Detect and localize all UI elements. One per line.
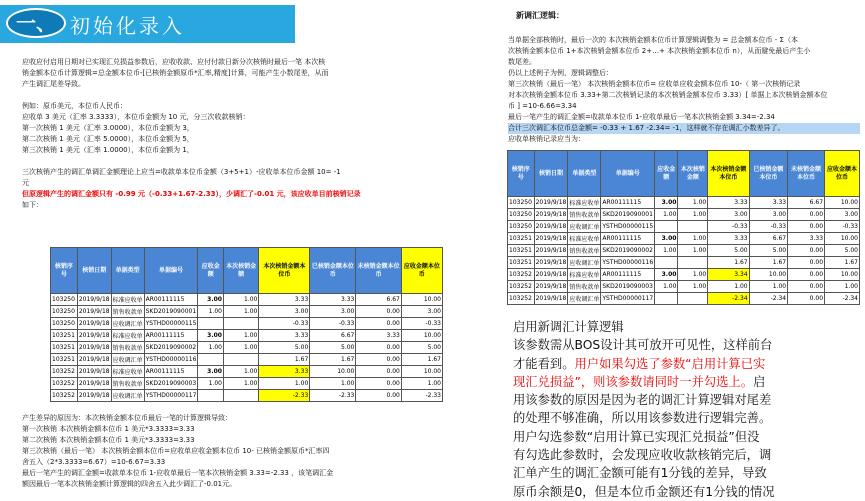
text-line: 对本次核销金额本位币 3.33+第二次核销记录的本次核销金额本位币 3.33）[ 单据上本次核销金额本位 [508, 91, 828, 99]
text-line: 额因最后一笔本次核销金额计算逻辑的四舍五入此少调汇了-0.01元。 [22, 480, 237, 488]
table-row [508, 269, 860, 281]
right-document [508, 6, 860, 145]
section-title: 初始化录入 [70, 14, 185, 38]
note-title: 启用新调汇计算逻辑 [513, 320, 624, 334]
table-cell: YSTHD00000115 [601, 221, 655, 233]
text-line: 次核销金额本位币 1+本次核销金额本位币 2+…+ 本次核销金额本位币 n），从而避免最后产生小 [508, 47, 811, 55]
text-line: 第二次核销 本次核销金额本位币 1 美元*3.3333=3.33 [22, 436, 195, 444]
table-cell: 1.67 [401, 354, 442, 366]
table-cell: YSTHD00000117 [601, 293, 655, 305]
table-cell: -2.34 [825, 293, 860, 305]
table-cell: 103250 [508, 209, 535, 221]
table-cell: 5.00 [825, 245, 860, 257]
new-logic-title: 新调汇逻辑： [516, 11, 564, 20]
table-cell: 3.33 [788, 233, 825, 245]
table-cell: 2019/9/18 [534, 281, 568, 293]
table-cell: 10.00 [749, 269, 787, 281]
table-cell: 销售收款单 [568, 245, 601, 257]
table-cell: 3.33 [749, 197, 787, 209]
text-line: 第二次核销 1 美元（汇率 5.0000），本位币金额为 5， [22, 135, 194, 143]
table-cell: 3.33 [356, 330, 402, 342]
table-cell: 1.00 [678, 281, 708, 293]
table-header: 本次核销金额本位币 [259, 248, 310, 294]
text-line: 三次核销产生的调汇单调汇金额理论上应当=收款单本位币金额（3+5+1）-应收单本位币金额 10= -1 [22, 168, 341, 176]
table-header: 已核销金额本位币 [310, 248, 356, 294]
table-cell [678, 293, 708, 305]
text-line: 但原逻辑产生的调汇金额只有 -0.99 元（-0.33+1.67-2.33），少调汇了-0.01 元，该应收单目前核销记录 [22, 190, 361, 198]
table-cell: 3.33 [259, 366, 310, 378]
table-cell: -0.33 [401, 318, 442, 330]
table-cell: 0.00 [788, 281, 825, 293]
table-cell: 3.00 [708, 209, 749, 221]
left-explanation [22, 413, 448, 490]
table-cell: 标准应收单 [568, 269, 601, 281]
table-cell: -0.33 [825, 221, 860, 233]
table-row [508, 257, 860, 269]
table-cell: 3.00 [198, 330, 224, 342]
table-cell: AR00111115 [601, 233, 655, 245]
table-cell: 1.00 [655, 245, 678, 257]
table-cell: 应收调汇单 [568, 221, 601, 233]
text-line: 第三次核销（最后一笔） 本次核销金额本位币=应收单应收金额本位币 10- 已核销金额原币*汇率四 [22, 447, 330, 455]
table-cell: 0.00 [356, 306, 402, 318]
table-cell [655, 293, 678, 305]
table-cell: 6.67 [356, 294, 402, 306]
table-cell: 3.00 [655, 233, 678, 245]
table-cell [678, 221, 708, 233]
table-cell: 1.67 [310, 354, 356, 366]
table-cell: 5.00 [708, 245, 749, 257]
table-cell: 2019/9/18 [77, 342, 111, 354]
table-cell: 10.00 [401, 330, 442, 342]
table-cell: 3.00 [655, 269, 678, 281]
table-cell: 0.00 [788, 221, 825, 233]
table-cell: 103251 [508, 257, 535, 269]
table-cell: 0.00 [356, 318, 402, 330]
table-cell: 103251 [51, 342, 78, 354]
table-header: 核销序号 [51, 248, 78, 294]
table-cell: 0.00 [788, 293, 825, 305]
table-cell: 0.00 [788, 269, 825, 281]
new-logic-text [508, 35, 860, 145]
text-line: 数尾差。 [508, 58, 536, 66]
table-cell: AR00111115 [144, 330, 198, 342]
table-row [51, 390, 443, 402]
text-line: 现汇兑损益”，则该参数请同时一并勾选上。启 [513, 374, 766, 389]
table-cell: 2019/9/18 [534, 221, 568, 233]
table-cell: 6.67 [788, 197, 825, 209]
table-cell: 103252 [508, 281, 535, 293]
table-cell: 2019/9/18 [77, 294, 111, 306]
table-header: 未核销金额本位币 [788, 151, 825, 197]
table-cell: 6.67 [749, 233, 787, 245]
table-cell: 10.00 [401, 366, 442, 378]
table-row [51, 342, 443, 354]
new-logic-note [513, 318, 861, 501]
table-cell: 3.00 [198, 366, 224, 378]
table-header: 已核销金额本位币 [749, 151, 787, 197]
table-cell: 1.67 [749, 257, 787, 269]
table-cell: 1.00 [223, 306, 258, 318]
table-cell: -2.33 [401, 390, 442, 402]
table-cell: 1.00 [678, 197, 708, 209]
text-line: 才能看到。用户如果勾选了参数“启用计算已实 [513, 356, 766, 371]
table-cell: 2019/9/18 [77, 306, 111, 318]
table-cell: AR00111115 [601, 197, 655, 209]
table-cell: 10.00 [825, 197, 860, 209]
table-header: 应收金额本位币 [825, 151, 860, 197]
table-cell: 103252 [51, 378, 78, 390]
table-cell: 103250 [508, 197, 535, 209]
table-cell: 1.00 [198, 306, 224, 318]
text-line: 最后一笔产生的调汇金额=收款单本位币 1-应收单最后一笔本次核销金额 3.33=-2.33 ，该笔调汇金 [22, 469, 334, 477]
text-line: 例如：原币美元，本位币人民币： [22, 102, 127, 110]
table-row [51, 294, 443, 306]
table-cell: 销售收款单 [568, 209, 601, 221]
table-cell: 应收调汇单 [568, 257, 601, 269]
table-cell: SKD2019090002 [144, 342, 198, 354]
table-cell: 10.00 [825, 269, 860, 281]
table-cell: 0.00 [356, 390, 402, 402]
table-cell: 2019/9/18 [77, 390, 111, 402]
table-cell: 3.00 [749, 209, 787, 221]
table-cell: -0.33 [708, 221, 749, 233]
table-cell [655, 221, 678, 233]
text-line: 第一次核销 本次核销金额本位币 1 美元*3.3333=3.33 [22, 425, 195, 433]
table-cell [223, 318, 258, 330]
table-cell: 3.00 [198, 294, 224, 306]
table-row [508, 281, 860, 293]
table-cell: 3.33 [259, 294, 310, 306]
table-row [508, 209, 860, 221]
table-cell: 2019/9/18 [534, 257, 568, 269]
table-cell [223, 354, 258, 366]
text-line: 有勾选此参数时，会发现应收收款核销完后，调 [513, 448, 772, 463]
table-cell: 0.00 [356, 366, 402, 378]
table-cell: -0.33 [749, 221, 787, 233]
table-cell: 0.00 [788, 245, 825, 257]
table-row [51, 306, 443, 318]
text-line: 产生差异的原因为：本次核销金额本位币最后一笔的计算逻辑导致： [22, 414, 232, 422]
table-cell: 6.67 [310, 330, 356, 342]
table-cell: -2.33 [259, 390, 310, 402]
table-cell: 5.00 [310, 342, 356, 354]
table-cell: SKD2019090001 [144, 306, 198, 318]
text-line: 如下： [22, 201, 43, 209]
table-cell: 1.00 [259, 378, 310, 390]
table-cell: 3.33 [708, 233, 749, 245]
left-intro [22, 57, 448, 211]
table-cell: 103250 [51, 294, 78, 306]
table-cell: 应收调汇单 [568, 293, 601, 305]
table-cell: 103252 [508, 269, 535, 281]
table-cell: 5.00 [401, 342, 442, 354]
table-cell: 1.00 [655, 209, 678, 221]
table-cell: 1.00 [223, 330, 258, 342]
table-cell: 103250 [51, 306, 78, 318]
table-cell: SKD2019090002 [601, 245, 655, 257]
section-number: 一、 [6, 8, 66, 38]
table-row [51, 354, 443, 366]
table-header: 单据编号 [144, 248, 198, 294]
table-cell: 0.00 [356, 378, 402, 390]
table-header: 本次核销金额 [678, 151, 708, 197]
text-line: 舍五入（2*3.3333=6.67）=10-6.67=3.33 [22, 458, 166, 466]
text-line: 产生调汇尾差导致。 [22, 80, 85, 88]
table-header: 单据类型 [568, 151, 601, 197]
table-cell: 应收调汇单 [111, 318, 144, 330]
table-cell: 标准应收单 [568, 197, 601, 209]
table-cell: 2019/9/18 [77, 330, 111, 342]
table-cell: 3.33 [310, 294, 356, 306]
table-cell: 应收调汇单 [111, 354, 144, 366]
table-cell [655, 257, 678, 269]
table-cell: SKD2019090001 [601, 209, 655, 221]
table-row [51, 366, 443, 378]
text-line: 最后一笔产生的调汇金额=收款单本位币 1-应收单最后一笔本次核销金额 3.34=-2.34 [508, 113, 775, 121]
table-cell: 103252 [51, 366, 78, 378]
table-cell: 2019/9/18 [77, 354, 111, 366]
table-cell: 1.00 [825, 281, 860, 293]
table-cell: 标准应收单 [111, 294, 144, 306]
table-cell: 标准应收单 [568, 233, 601, 245]
table-header: 本次核销金额本位币 [708, 151, 749, 197]
text-line: 第三次核销（最后一笔） 本次核销金额本位币= 应收单应收金额本位币 10-（ 第一次核销记录 [508, 80, 801, 88]
old-write-off-table [50, 247, 443, 402]
text-line: 第三次核销 1 美元（汇率 1.0000），本位币金额为 1， [22, 146, 194, 154]
text-line: 原币余额是0，但是本位币金额还有1分钱的情况 [513, 484, 775, 499]
table-cell: 2019/9/18 [534, 269, 568, 281]
table-cell: 3.00 [401, 306, 442, 318]
table-cell: 103251 [508, 233, 535, 245]
table-cell: 1.00 [310, 378, 356, 390]
table-cell: 103251 [51, 354, 78, 366]
table-cell: 销售收款单 [111, 378, 144, 390]
table-cell: 应收调汇单 [111, 390, 144, 402]
table-cell: 1.00 [223, 378, 258, 390]
table-header: 本次核销金额 [223, 248, 258, 294]
table-cell: YSTHD00000115 [144, 318, 198, 330]
text-line [22, 156, 448, 167]
table-header: 核销日期 [77, 248, 111, 294]
table-header: 应收金额本位币 [401, 248, 442, 294]
text-line: 合计三次调汇本位币总金额= -0.33 + 1.67 -2.34= -1，这样就不存在调汇小数差异了。 [508, 123, 860, 134]
table-cell: -0.33 [259, 318, 310, 330]
table-row [508, 197, 860, 209]
table-cell: 103250 [51, 318, 78, 330]
table-row [508, 221, 860, 233]
table-cell: -0.33 [310, 318, 356, 330]
table-cell: 0.00 [356, 354, 402, 366]
table-cell: 103250 [508, 221, 535, 233]
table-header: 核销序号 [508, 151, 535, 197]
table-cell: YSTHD00000117 [144, 390, 198, 402]
table-cell: SKD2019090003 [601, 281, 655, 293]
table-cell: 103251 [508, 245, 535, 257]
table-cell: 5.00 [259, 342, 310, 354]
table-cell: 1.67 [708, 257, 749, 269]
table-cell: 2019/9/18 [534, 233, 568, 245]
table-header: 核销日期 [534, 151, 568, 197]
table-cell: 2019/9/18 [77, 318, 111, 330]
text-line: 币 ] =10-6.66=3.34 [508, 102, 577, 110]
text-line: 的处理不够准确，所以用该参数进行逻辑完善。 [513, 411, 772, 426]
table-cell: 销售收款单 [111, 306, 144, 318]
left-document [22, 57, 448, 211]
text-line: 应收应付启用日期对已实现汇兑损益参数后，应收收款、应付付款日新分次核销时最后一笔 本次核 [22, 58, 326, 66]
table-cell: 标准应收单 [111, 330, 144, 342]
table-cell: SKD2019090003 [144, 378, 198, 390]
table-cell: 3.33 [259, 330, 310, 342]
table-cell: -2.34 [749, 293, 787, 305]
table-cell: 0.00 [356, 342, 402, 354]
text-line: 第一次核销 1 美元（汇率 3.0000），本位币金额为 3， [22, 124, 194, 132]
table-row [508, 293, 860, 305]
table-cell: 1.00 [749, 281, 787, 293]
table-cell: 0.00 [788, 257, 825, 269]
table-cell: 5.00 [749, 245, 787, 257]
table-header: 未核销金额本位币 [356, 248, 402, 294]
text-line: 销金额本位币计算逻辑=总金额本位币-[已核销金额原币*汇率,精度]计算，可能产生小数尾差，从而 [22, 69, 329, 77]
text-line: 用户勾选参数“启用计算已实现汇兑损益”但没 [513, 429, 760, 444]
table-cell: 2019/9/18 [534, 209, 568, 221]
table-cell: 10.00 [401, 294, 442, 306]
text-line: 当单据全部核销时，最后一次的 本次核销金额本位币计算逻辑调整为 = 总金额本位币 - Σ（本 [508, 36, 798, 44]
table-cell [678, 257, 708, 269]
text-line: 汇单产生的调汇金额可能有1分钱的差异，导致 [513, 466, 767, 481]
table-row [508, 245, 860, 257]
table-header: 单据编号 [601, 151, 655, 197]
table-cell: 1.00 [678, 209, 708, 221]
table-header: 应收金额 [655, 151, 678, 197]
table-cell: 1.00 [678, 245, 708, 257]
table-cell: 2019/9/18 [77, 378, 111, 390]
text-line: 仍以上述例子为例，逻辑调整后： [508, 69, 613, 77]
table-cell: AR00111115 [144, 294, 198, 306]
table-cell: 1.67 [825, 257, 860, 269]
table-cell: 10.00 [310, 366, 356, 378]
table-row [51, 318, 443, 330]
table-cell: 1.00 [401, 378, 442, 390]
table-cell: 0.00 [788, 209, 825, 221]
table-cell: 2019/9/18 [534, 245, 568, 257]
new-write-off-table [507, 150, 860, 305]
table-row [508, 233, 860, 245]
table-cell: YSTHD00000116 [601, 257, 655, 269]
table-header: 单据类型 [111, 248, 144, 294]
table-cell: 销售收款单 [111, 342, 144, 354]
table-cell: 3.00 [825, 209, 860, 221]
table-cell: 3.33 [708, 197, 749, 209]
table-cell: 1.00 [678, 233, 708, 245]
table-cell: 2019/9/18 [77, 366, 111, 378]
text-line: 元 [22, 179, 29, 187]
table-cell: 3.00 [310, 306, 356, 318]
table-cell: AR00111115 [144, 366, 198, 378]
table-cell: 2019/9/18 [534, 197, 568, 209]
table-cell: 3.00 [259, 306, 310, 318]
text-line: 应收单核销记录应当为： [508, 135, 585, 143]
table-cell: 1.00 [223, 294, 258, 306]
table-cell: 2019/9/18 [534, 293, 568, 305]
text-line: 用该参数的原因是因为老的调汇计算逻辑对尾差 [513, 393, 772, 408]
table-row [51, 330, 443, 342]
text-line [22, 90, 448, 101]
table-cell: -2.33 [310, 390, 356, 402]
table-cell: 销售收款单 [568, 281, 601, 293]
text-line: 该参数需从BOS设计其可放开可见性，这样前台 [513, 338, 773, 353]
table-cell: 1.00 [678, 269, 708, 281]
table-cell: -2.34 [708, 293, 749, 305]
table-cell: 1.00 [655, 281, 678, 293]
table-cell: 1.00 [198, 342, 224, 354]
text-line: 应收单 3 美元（汇率 3.3333），本位币金额为 10 元，分三次收款核销： [22, 113, 250, 121]
table-cell: 1.00 [708, 281, 749, 293]
table-cell: 1.00 [223, 366, 258, 378]
table-cell [198, 318, 224, 330]
table-cell: 1.67 [259, 354, 310, 366]
table-cell: 1.00 [198, 378, 224, 390]
table-cell [198, 354, 224, 366]
table-cell: AR00111115 [601, 269, 655, 281]
table-cell: YSTHD00000116 [144, 354, 198, 366]
table-cell: 103252 [508, 293, 535, 305]
table-cell: 3.34 [708, 269, 749, 281]
table-cell: 103252 [51, 390, 78, 402]
table-header: 应收金额 [198, 248, 224, 294]
table-row [51, 378, 443, 390]
table-cell: 103251 [51, 330, 78, 342]
table-cell [223, 390, 258, 402]
table-cell: 10.00 [825, 233, 860, 245]
table-cell [198, 390, 224, 402]
table-cell: 标准应收单 [111, 366, 144, 378]
table-cell: 1.00 [223, 342, 258, 354]
table-cell: 3.00 [655, 197, 678, 209]
